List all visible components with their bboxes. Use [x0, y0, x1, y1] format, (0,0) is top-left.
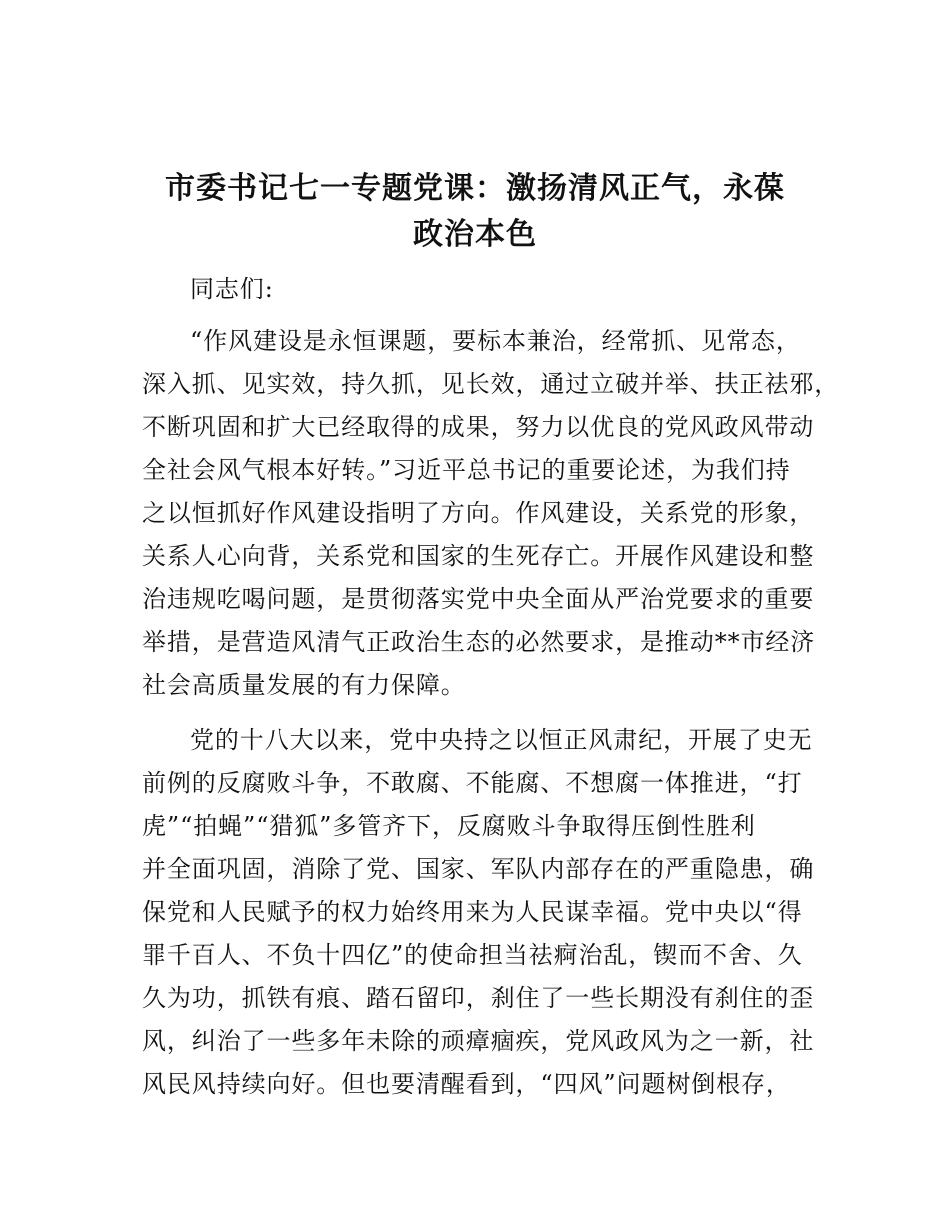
title-line: 市委书记七一专题党课：激扬清风正气，永葆: [165, 171, 785, 206]
paragraph-line: 并全面巩固，消除了党、国家、军队内部存在的严重隐患，确: [142, 855, 815, 883]
title-line: 政治本色: [413, 217, 537, 252]
greeting: [142, 268, 814, 311]
paragraph-line: 风，纠治了一些多年未除的顽瘴痼疾，党风政风为之一新，社: [142, 1027, 815, 1055]
paragraph-line: 风民风持续向好。但也要清醒看到，“四风”问题树倒根存，: [142, 1070, 791, 1098]
document-title: [120, 166, 830, 258]
paragraph-line: 前例的反腐败斗争，不敢腐、不能腐、不想腐一体推进，“打: [142, 769, 803, 797]
paragraph-line: 久为功，抓铁有痕、踏石留印，刹住了一些长期没有刹住的歪: [142, 984, 815, 1012]
paragraph-line: 党的十八大以来，党中央持之以恒正风肃纪，开展了史无: [190, 726, 813, 754]
paragraph-line: 治违规吃喝问题，是贯彻落实党中央全面从严治党要求的重要: [142, 585, 815, 613]
paragraph-line: 社会高质量发展的有力保障。: [142, 671, 466, 699]
paragraph-1: [142, 320, 840, 707]
paragraph-line: 之以恒抓好作风建设指明了方向。作风建设，关系党的形象，: [142, 499, 815, 527]
paragraph-line: 举措，是营造风清气正政治生态的必然要求，是推动**市经济: [142, 628, 816, 656]
paragraph-line: “作风建设是永恒课题，要标本兼治，经常抓、见常态，: [190, 327, 801, 355]
paragraph-2: [142, 719, 814, 1106]
paragraph-line: 不断巩固和扩大已经取得的成果，努力以优良的党风政风带动: [142, 413, 815, 441]
paragraph-line: 关系人心向背，关系党和国家的生死存亡。开展作风建设和整: [142, 542, 815, 570]
paragraph-line: 深入抓、见实效，持久抓，见长效，通过立破并举、扶正祛邪，: [142, 370, 840, 398]
paragraph-line: 全社会风气根本好转。”习近平总书记的重要论述，为我们持: [142, 456, 791, 484]
paragraph-line: 罪千百人、不负十四亿”的使命担当祛痾治乱，锲而不舍、久: [142, 941, 803, 969]
paragraph-line: 虎”“拍蝇”“猎狐”多管齐下，反腐败斗争取得压倒性胜利: [142, 812, 756, 840]
paragraph-line: 保党和人民赋予的权力始终用来为人民谋幸福。党中央以“得: [142, 898, 803, 926]
greeting-text: 同志们:: [190, 275, 274, 303]
